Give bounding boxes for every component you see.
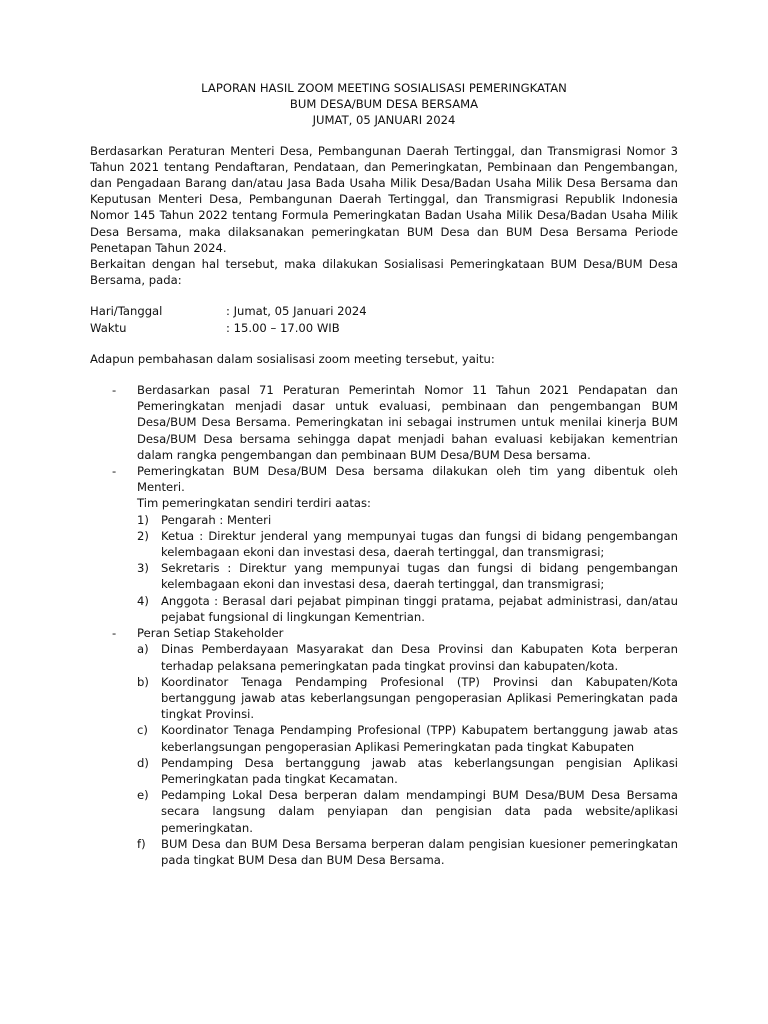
list-text: Koordinator Tenaga Pendamping Profesional (TP) Provinsi dan Kabupaten/Kota bertanggung jawab atas keberlangsungan pengoperasian Aplikasi Pemeringkatan pada tingkat Provinsi. [161, 674, 678, 722]
list-text: Sekretaris : Direktur yang mempunyai tugas dan fungsi di bidang pengembangan kelembagaan ekoni dan investasi desa, daerah tertinggal, dan transmigrasi; [161, 561, 678, 592]
list-item [137, 593, 678, 625]
list-item [137, 560, 678, 592]
title-line-1: LAPORAN HASIL ZOOM MEETING SOSIALISASI PEMERINGKATAN [201, 81, 567, 95]
list-text: Ketua : Direktur jenderal yang mempunyai tugas dan fungsi di bidang pengembangan kelembagaan ekoni dan investasi desa, daerah tertinggal, dan transmigrasi; [161, 528, 678, 560]
list-item [137, 641, 678, 673]
list-number: 3) [137, 561, 149, 576]
list-item [137, 755, 678, 787]
list-item [137, 528, 678, 560]
time-value: : 15.00 – 17.00 WIB [226, 320, 340, 335]
list-text: Dinas Pemberdayaan Masyarakat dan Desa Provinsi dan Kabupaten Kota berperan terhadap pelaksana pemeringkatan pada tingkat provinsi dan kabupaten/kota. [161, 642, 678, 673]
bullet-subtext: Tim pemeringkatan sendiri terdiri aatas: [137, 496, 371, 511]
list-text: Anggota : Berasal dari pejabat pimpinan tinggi pratama, pejabat administrasi, dan/atau pejabat fungsional di lingkungan Kementrian. [161, 593, 678, 624]
list-number: 1) [137, 512, 149, 527]
list-text: Pendamping Desa bertanggung jawab atas keberlangsungan pengisian Aplikasi Pemeringkatan pada tingkat Kecamatan. [161, 755, 678, 786]
intro-paragraph: Berdasarkan Peraturan Menteri Desa, Pembangunan Daerah Tertinggal, dan Transmigrasi Nomor 3 Tahun 2021 tentang Pendaftaran, Pendataan, dan Pemeringkatan, Pembinaan dan Pengembangan, dan Pengadaan Barang dan/atau Jasa Bada Usaha Milik Desa/Badan Usaha Milik Desa Bersama dan Keputusan Menteri Desa, Pembangunan Daerah Tertinggal, dan Transmigrasi Republik Indonesia Nomor 145 Tahun 2022 tentang Formula Pemeringkatan Badan Usaha Milik Desa/Badan Usaha Milik Desa Bersama, maka dilaksanakan pemeringkatan BUM Desa dan BUM Desa Bersama Periode Penetapan Tahun 2024. [90, 143, 678, 255]
list-letter: f) [137, 836, 146, 851]
bullet-text: Berdasarkan pasal 71 Peraturan Pemerintah Nomor 11 Tahun 2021 Pendapatan dan Pemeringkatan menjadi dasar untuk evaluasi, pembinaan dan pengembangan BUM Desa/BUM Desa Bersama. Pemeringkatan ini sebagai instrumen untuk menilai kinerja BUM Desa/BUM Desa bersama sehingga dapat menjadi bahan evaluasi kebijakan kementrian dalam rangka pengembangan dan pembinaan BUM Desa/BUM Desa bersama. [137, 383, 678, 462]
bullet-text: Pemeringkatan BUM Desa/BUM Desa bersama dilakukan oleh tim yang dibentuk oleh Menteri. [137, 464, 678, 495]
bullet-marker: - [112, 383, 117, 398]
list-text: BUM Desa dan BUM Desa Bersama berperan dalam pengisian kuesioner pemeringkatan pada tingkat BUM Desa dan BUM Desa Bersama. [161, 836, 678, 867]
bullet-item-team [90, 463, 678, 625]
list-item [137, 512, 678, 528]
discussion-intro: Adapun pembahasan dalam sosialisasi zoom meeting tersebut, yaitu: [90, 351, 495, 366]
list-letter: d) [137, 755, 149, 770]
stakeholder-list [137, 641, 678, 868]
date-row [90, 303, 678, 319]
bullet-item-stakeholders [90, 625, 678, 868]
bullet-marker: - [112, 626, 117, 641]
list-item [137, 836, 678, 868]
time-label: Waktu [90, 320, 127, 335]
title-line-3: JUMAT, 05 JANUARI 2024 [312, 113, 456, 128]
title-line-2: BUM DESA/BUM DESA BERSAMA [289, 97, 479, 112]
document-content [90, 80, 678, 868]
list-item [137, 722, 678, 754]
list-letter: c) [137, 723, 148, 738]
list-letter: b) [137, 674, 149, 689]
list-text: Koordinator Tenaga Pendamping Profesional (TPP) Kabupatem bertanggung jawab atas keberlangsungan pengoperasian Aplikasi Pemeringkatan pada tingkat Kabupaten [161, 723, 678, 754]
report-title [90, 80, 678, 129]
time-row [90, 320, 678, 336]
list-text: Pedamping Lokal Desa berperan dalam mendampingi BUM Desa/BUM Desa Bersama secara langsung dalam penyiapan dan pengisian data pada website/aplikasi pemeringkatan. [161, 788, 678, 835]
bullet-text: Peran Setiap Stakeholder [137, 626, 284, 641]
list-letter: e) [137, 788, 149, 803]
list-number: 4) [137, 593, 149, 608]
list-letter: a) [137, 642, 149, 657]
team-list [137, 512, 678, 625]
list-text: Pengarah : Menteri [161, 512, 272, 527]
context-paragraph: Berkaitan dengan hal tersebut, maka dilakukan Sosialisasi Pemeringkataan BUM Desa/BUM Desa Bersama, pada: [90, 257, 678, 288]
list-item [137, 674, 678, 723]
bullet-item-legal-basis [90, 382, 678, 463]
list-item [137, 787, 678, 836]
date-label: Hari/Tanggal [90, 304, 163, 319]
list-number: 2) [137, 528, 149, 543]
date-value: : Jumat, 05 Januari 2024 [226, 304, 367, 319]
bullet-marker: - [112, 464, 117, 479]
